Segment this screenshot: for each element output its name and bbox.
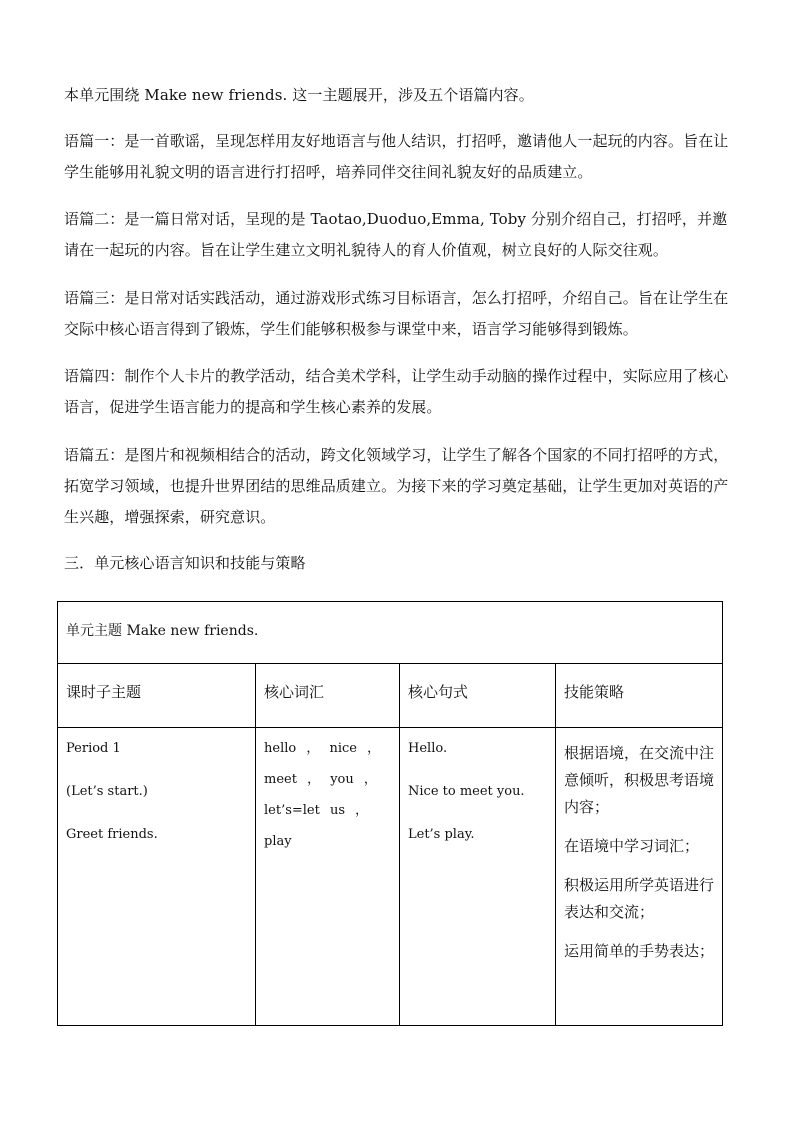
- sentence-line: Nice to meet you.: [408, 784, 525, 799]
- vocabulary-line: meet ， you ，: [264, 772, 377, 787]
- period-lesson: (Let’s start.): [66, 784, 148, 799]
- vocabulary-cell: [256, 728, 400, 1026]
- header-core-vocabulary: 核心词汇: [256, 664, 400, 728]
- period-number: Period 1: [66, 741, 121, 756]
- period-topic: Greet friends.: [66, 827, 158, 842]
- strategy-item: 积极运用所学英语进行表达和交流；: [564, 876, 715, 921]
- table-header-row: [58, 664, 723, 728]
- header-skill-strategy: 技能策略: [556, 664, 723, 728]
- core-language-table: [57, 601, 723, 1026]
- vocabulary-line: hello ， nice ，: [264, 741, 381, 756]
- header-core-sentences: 核心句式: [400, 664, 556, 728]
- strategy-item: 运用简单的手势表达；: [564, 942, 715, 960]
- vocabulary-line: play: [264, 834, 292, 849]
- strategies-cell: [556, 728, 723, 1026]
- section-three-paragraph: 语篇三：是日常对话实践活动，通过游戏形式练习目标语言，怎么打招呼，介绍自己。旨在让学生在交际中核心语言得到了锻炼，学生们能够积极参与课堂中来，语言学习能够得到锻炼。: [64, 289, 729, 338]
- section-two-paragraph: 语篇二：是一篇日常对话，呈现的是 Taotao,Duoduo,Emma, Toby 分别介绍自己，打招呼，并邀请在一起玩的内容。旨在让学生建立文明礼貌待人的育人价值观，树立良好的人际交往观。: [64, 210, 728, 259]
- section-five-paragraph: 语篇五：是图片和视频相结合的活动，跨文化领域学习，让学生了解各个国家的不同打招呼的方式，拓宽学习领域，也提升世界团结的思维品质建立。为接下来的学习奠定基础，让学生更加对英语的产生兴趣，增强探索，研究意识。: [64, 446, 729, 526]
- period-cell: [58, 728, 256, 1026]
- strategy-item: 根据语境，在交流中注意倾听，积极思考语境内容；: [564, 744, 715, 816]
- unit-theme-row: [58, 602, 723, 664]
- sentence-line: Let’s play.: [408, 827, 475, 842]
- unit-theme-cell: 单元主题 Make new friends.: [58, 602, 723, 664]
- section-heading: 三．单元核心语言知识和技能与策略: [64, 554, 306, 572]
- sentence-line: Hello.: [408, 741, 448, 756]
- strategy-item: 在语境中学习词汇；: [564, 837, 700, 855]
- intro-paragraph: 本单元围绕 Make new friends. 这一主题展开，涉及五个语篇内容。: [64, 86, 534, 104]
- table-row: [58, 728, 723, 1026]
- header-sub-theme: 课时子主题: [58, 664, 256, 728]
- vocabulary-line: let’s=let us ，: [264, 803, 369, 818]
- section-one-paragraph: 语篇一：是一首歌谣，呈现怎样用友好地语言与他人结识，打招呼，邀请他人一起玩的内容。旨在让学生能够用礼貌文明的语言进行打招呼，培养同伴交往间礼貌友好的品质建立。: [64, 132, 729, 181]
- sentences-cell: [400, 728, 556, 1026]
- section-four-paragraph: 语篇四：制作个人卡片的教学活动，结合美术学科，让学生动手动脑的操作过程中，实际应用了核心语言，促进学生语言能力的提高和学生核心素养的发展。: [64, 367, 729, 416]
